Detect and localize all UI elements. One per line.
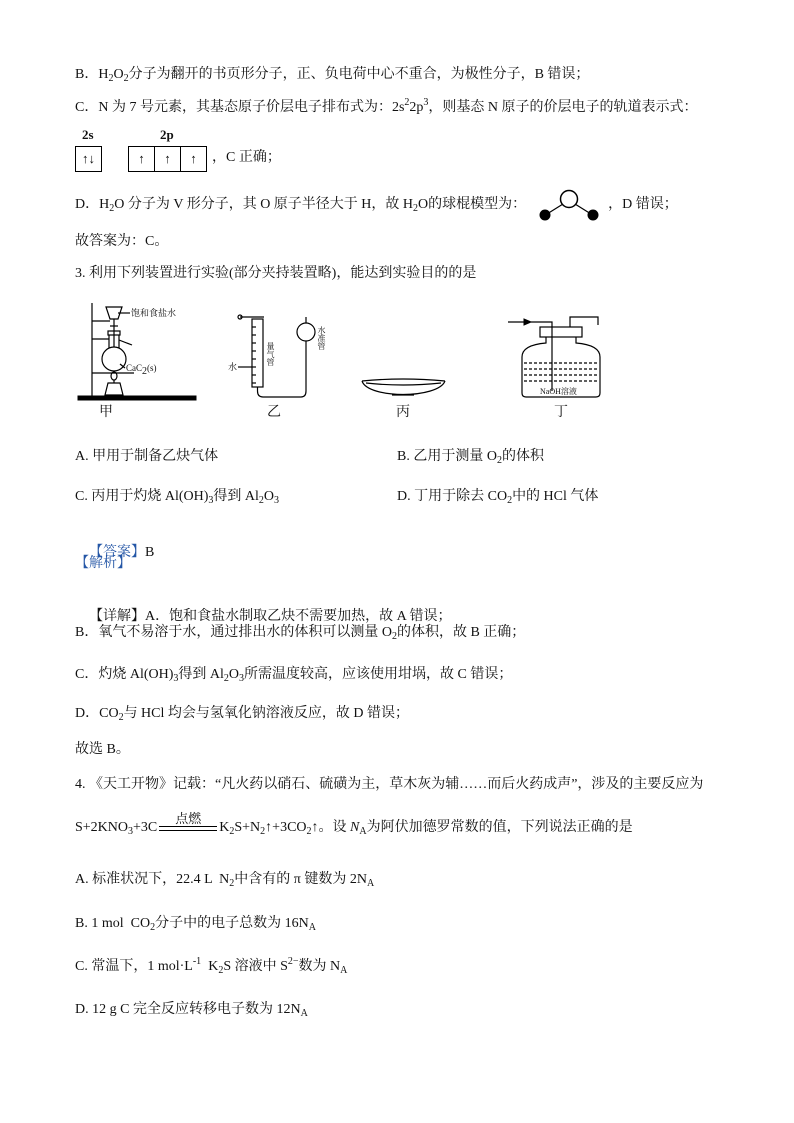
delivery-tube	[119, 340, 132, 345]
q3-detail-a-text	[145, 609, 451, 624]
orbital-2p-electron-2: ↑	[154, 147, 180, 171]
analysis-tag: 【解析】	[75, 556, 131, 571]
orbital-2s-box	[75, 146, 102, 172]
subscript: 3	[239, 673, 245, 684]
subscript: 2	[118, 712, 124, 723]
text-run: ↑+3CO	[265, 820, 307, 835]
q2-option-d-explanation	[75, 189, 678, 221]
q2-option-c-verdict	[212, 148, 281, 168]
subscript: 2	[391, 631, 397, 642]
text-run: 的体积	[501, 449, 544, 464]
text-run: O	[263, 489, 275, 504]
q2-option-d-text	[75, 195, 526, 215]
stand-base	[78, 396, 196, 400]
q2-option-b-explanation	[75, 65, 589, 85]
evaporating-dish	[362, 381, 445, 395]
orbital-2p-label: 2p	[160, 127, 174, 142]
orbital-2p-boxes	[128, 146, 207, 172]
label-gas-burette: 量气管	[266, 342, 275, 366]
q4-option-a	[75, 870, 374, 890]
text-run: O	[113, 67, 124, 82]
text-run: C. 常温下，1 mol·L	[75, 959, 193, 974]
apparatus-bing	[362, 379, 445, 395]
text-run: A．饱和食盐水制取乙炔不需要加热，故 A 错误；	[145, 609, 452, 624]
rubber-connecting-tube	[258, 341, 307, 397]
alcohol-lamp	[105, 383, 123, 395]
text-run: ，D 错误；	[608, 197, 678, 212]
subscript: 2	[109, 203, 115, 214]
products-and-question	[219, 818, 632, 838]
q3-answer	[75, 523, 154, 583]
orbital-2s-electrons: ↑↓	[82, 151, 95, 166]
subscript: 2	[413, 203, 419, 214]
text-run: C．N 为 7 号元素，其基态原子价层电子排布式为：2s	[75, 100, 405, 115]
text-run: B. 乙用于测量 O	[397, 449, 497, 464]
subscript: 2	[123, 73, 129, 84]
superscript: 2−	[287, 956, 299, 967]
oxygen-atom-ball	[561, 191, 578, 208]
text-run: 与 HCl 均会与氢氧化钠溶液反应，故 D 错误；	[123, 706, 410, 721]
apparatus-ding	[508, 317, 600, 397]
text-run: 得到 Al	[178, 667, 224, 682]
reaction-equals-sign	[159, 810, 217, 831]
subscript: 2	[496, 455, 502, 466]
text-run: 故答案为：C。	[75, 234, 169, 249]
orbital-2p-electron-1: ↑	[138, 151, 145, 166]
text-run: +3C	[133, 820, 158, 835]
text-run: B．H	[75, 67, 109, 82]
q3-option-b	[397, 447, 544, 467]
bottle-stopper	[540, 327, 582, 337]
text-run: O	[228, 667, 240, 682]
burette-graduations	[252, 327, 256, 383]
text-run: D. 丁用于除去 CO	[397, 489, 508, 504]
q3-apparatus-figure	[0, 295, 794, 405]
superscript: 2	[404, 97, 410, 108]
subscript: A	[359, 826, 367, 837]
subscript: 2	[218, 965, 224, 976]
q4-option-d	[75, 1000, 308, 1020]
orbital-2s-label: 2s	[82, 127, 94, 142]
q4-option-b	[75, 914, 316, 934]
caption-bing: 丙	[396, 405, 410, 420]
q2-conclusion	[75, 232, 168, 252]
gas-burette	[252, 319, 263, 387]
text-run: 所需温度较高，应该使用坩埚，故 C 错误；	[244, 667, 513, 682]
subscript: 2	[260, 826, 266, 837]
text-run: B．氧气不易溶于水，通过排出水的体积可以测量 O	[75, 625, 392, 640]
q3-option-a	[75, 447, 218, 467]
label-saturated-brine: 饱和食盐水	[131, 308, 177, 318]
q4-stem	[75, 775, 703, 795]
text-run: D. 12 g C 完全反应转移电子数为 12N	[75, 1002, 301, 1017]
q3-option-d	[397, 487, 598, 507]
caption-yi: 乙	[267, 405, 281, 420]
label-calcium-carbide	[126, 363, 157, 377]
text-run: O的球棍模型为：	[418, 197, 527, 212]
text-run: K	[201, 959, 219, 974]
subscript: 2	[507, 495, 513, 506]
text-run: O 分子为 V 形分子，其 O 原子半径大于 H，故 H	[114, 197, 414, 212]
text-run: 的体积，故 B 正确；	[396, 625, 526, 640]
subscript: 2	[258, 495, 264, 506]
text-run: C. 丙用于灼烧 Al(OH)	[75, 489, 209, 504]
text-run: ↑。设	[311, 820, 351, 835]
text-run: 数为 N	[298, 959, 341, 974]
superscript: 3	[423, 97, 429, 108]
text-run: A. 甲用于制备乙炔气体	[75, 449, 219, 464]
subscript: 2	[306, 826, 312, 837]
text-run: (s)	[147, 363, 157, 373]
label-water: 水	[228, 362, 238, 372]
text-run: 3. 利用下列装置进行实验(部分夹持装置略)，能达到实验目的的是	[75, 266, 477, 281]
text-run: 中的 HCl 气体	[512, 489, 599, 504]
text-run: 故选 B。	[75, 742, 130, 757]
text-run: S+N	[234, 820, 261, 835]
q4-reaction-equation	[75, 810, 633, 838]
italic-symbol: N	[350, 820, 360, 835]
text-run: S+2KNO	[75, 820, 129, 835]
text-run: ，C 正确；	[212, 150, 281, 165]
text-run: A. 标准状况下，22.4 L N	[75, 872, 230, 887]
text-run: 中含有的 π 键数为 2N	[234, 872, 367, 887]
detail-tag: 【详解】	[89, 609, 145, 624]
caption-jia: 甲	[99, 405, 113, 420]
apparatus-yi	[238, 315, 315, 397]
text-run: B. 1 mol CO	[75, 916, 151, 931]
text-run: S 溶液中 S	[223, 959, 288, 974]
label-leveling-tube: 水准管	[317, 326, 326, 350]
arrowhead-icon	[524, 319, 531, 325]
dish-inner-edge	[366, 383, 441, 385]
text-run: ，则基态 N 原子的价层电子的轨道表示式：	[428, 100, 698, 115]
q3-option-c	[75, 487, 279, 507]
text-run: D．CO	[75, 706, 119, 721]
text-run: 为阿伏加德罗常数的值，下列说法正确的是	[366, 820, 633, 835]
hydrogen-atom-ball-right	[588, 210, 598, 220]
subscript: 2	[229, 826, 235, 837]
q3-detail-d	[75, 704, 409, 724]
subscript: A	[308, 922, 316, 933]
q3-conclusion	[75, 740, 130, 760]
leveling-bulb	[297, 323, 315, 341]
q3-detail-c	[75, 665, 512, 685]
subscript: 3	[128, 826, 134, 837]
subscript: 3	[208, 495, 214, 506]
subscript: 2	[150, 922, 156, 933]
hydrogen-atom-ball-left	[540, 210, 550, 220]
q2-option-d-verdict	[608, 195, 678, 215]
text-run: 2p	[409, 100, 424, 115]
outlet-tube	[570, 317, 598, 327]
text-run: C．灼烧 Al(OH)	[75, 667, 174, 682]
q3-detail-b	[75, 623, 525, 643]
label-naoh-solution: NaOH溶液	[540, 387, 577, 396]
reactants	[75, 818, 157, 838]
subscript: 2	[223, 673, 229, 684]
text-run: CaC	[126, 363, 143, 373]
round-bottom-flask	[102, 347, 126, 371]
water-ball-stick-model	[534, 189, 604, 221]
orbital-2p-electron-3: ↑	[180, 147, 206, 171]
q4-option-c	[75, 957, 347, 977]
subscript: A	[366, 878, 375, 889]
caption-ding: 丁	[554, 405, 568, 420]
subscript: 3	[173, 673, 179, 684]
subscript: 2	[108, 73, 114, 84]
superscript: -1	[192, 956, 202, 967]
naoh-solution-level	[524, 363, 598, 381]
text-run: 分子为翻开的书页形分子，正、负电荷中心不重合，为极性分子，B 错误；	[128, 67, 590, 82]
subscript: A	[300, 1008, 308, 1019]
text-run: K	[219, 820, 230, 835]
q3-stem	[75, 264, 476, 284]
subscript: 3	[274, 495, 280, 506]
subscript: A	[340, 965, 348, 976]
subscript: 2	[142, 366, 148, 377]
subscript: 2	[229, 878, 235, 889]
text-run: 得到 Al	[213, 489, 259, 504]
q2-option-c-explanation	[75, 98, 698, 118]
text-run: 分子中的电子总数为 16N	[155, 916, 309, 931]
answer-value: B	[145, 545, 155, 560]
text-run: 4. 《天工开物》记载：“凡火药以硝石、硫磺为主，草木灰为辅……而后火药成声”，涉及的主要反应为	[75, 777, 704, 792]
dish-rim	[362, 379, 445, 381]
text-run: D．H	[75, 197, 110, 212]
reaction-condition: 点燃	[175, 810, 202, 826]
answer-tag: 【答案】	[89, 545, 145, 560]
